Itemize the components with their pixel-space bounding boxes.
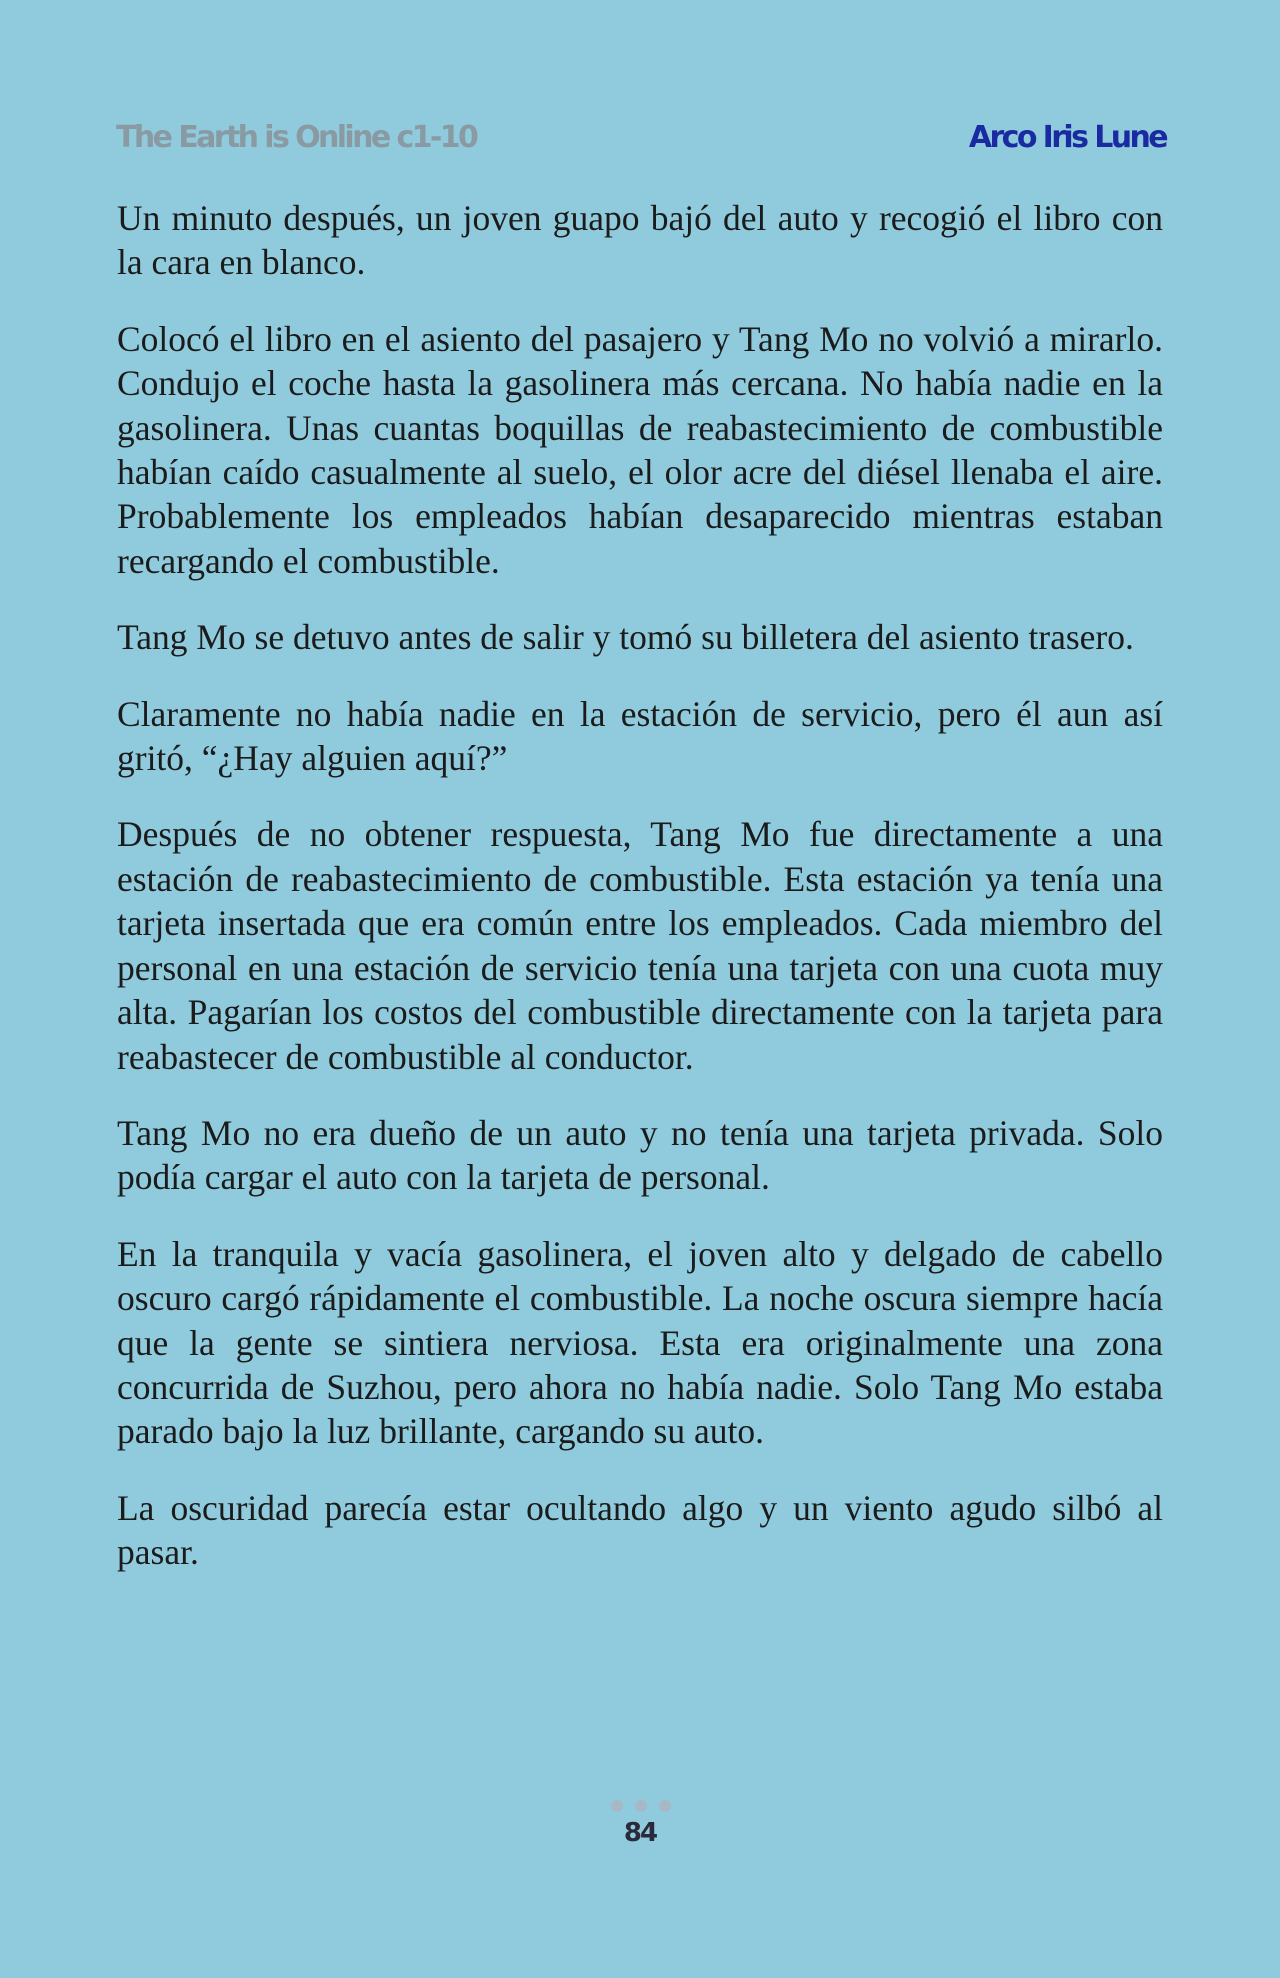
paragraph: Después de no obtener respuesta, Tang Mo fue directamente a una estación de reabastecimiento de combustible. Esta estación ya tenía una tarjeta insertada que era común entre los empleados. Cada miembro del personal en una estación de servicio tenía una tarjeta con una cuota muy alta. Pagarían los costos del combustible directamente con la tarjeta para reabastecer de combustible al conductor. [117,814,1163,1077]
paragraph: Tang Mo se detuvo antes de salir y tomó su billetera del asiento trasero. [117,617,1134,658]
page-header [116,120,1166,160]
chapter-body [117,196,1163,1607]
paragraph: Un minuto después, un joven guapo bajó del auto y recogió el libro con la cara en blanco. [117,198,1163,283]
dot-icon [659,1800,671,1812]
paragraph: Colocó el libro en el asiento del pasajero y Tang Mo no volvió a mirarlo. Condujo el coche hasta la gasolinera más cercana. No había nadie en la gasolinera. Unas cuantas boquillas de reabastecimiento de combustible habían caído casualmente al suelo, el olor acre del diésel llenaba el aire. Probablemente los empleados habían desaparecido mientras estaban recargando el combustible. [117,318,1163,581]
dot-icon [611,1800,623,1812]
translator-name: Arco Iris Lune [968,120,1166,155]
paragraph: Claramente no había nadie en la estación de servicio, pero él aun así gritó, “¿Hay alguien aquí?” [117,693,1163,779]
page-footer [0,1800,1280,1848]
paragraph: Tang Mo no era dueño de un auto y no tenía una tarjeta privada. Solo podía cargar el auto con la tarjeta de personal. [117,1112,1163,1198]
paragraph: La oscuridad parecía estar ocultando algo y un viento agudo silbó al pasar. [117,1487,1163,1573]
decorative-dots-icon [2,1800,1280,1812]
book-title: The Earth is Online c1-10 [116,120,477,155]
page-number: 84 [623,1818,657,1848]
dot-icon [635,1800,647,1812]
paragraph: En la tranquila y vacía gasolinera, el joven alto y delgado de cabello oscuro cargó rápidamente el combustible. La noche oscura siempre hacía que la gente se sintiera nerviosa. Esta era originalmente una zona concurrida de Suzhou, pero ahora no había nadie. Solo Tang Mo estaba parado bajo la luz brillante, cargando su auto. [117,1233,1163,1452]
